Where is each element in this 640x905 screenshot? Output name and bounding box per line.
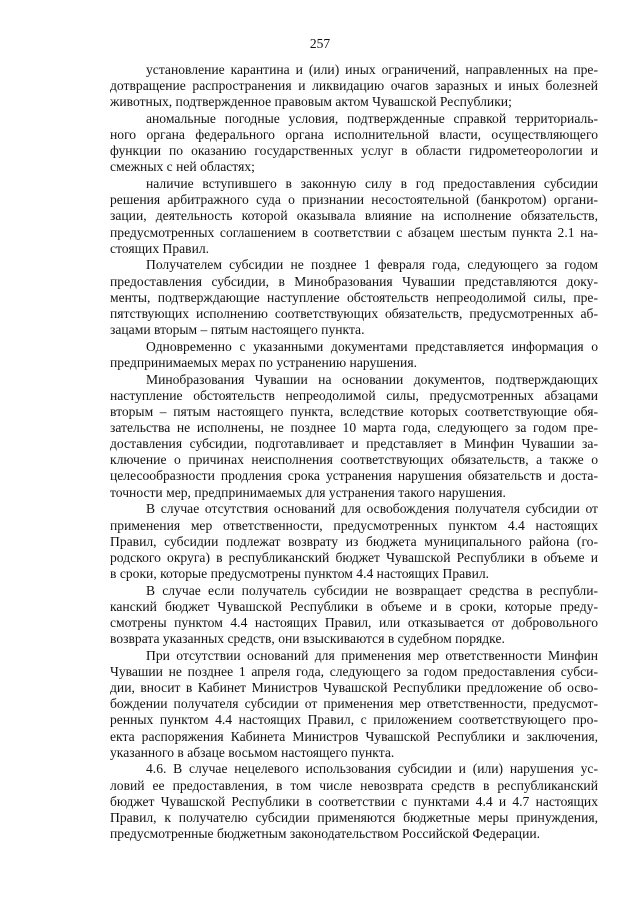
text-line: Получателем субсидии не позднее 1 февраля года, следующего за годом (146, 257, 598, 273)
paragraph (110, 372, 598, 501)
text-line: стоящих Правил. (110, 240, 210, 256)
paragraph (110, 257, 598, 338)
text-line: зацами вторым – пятым настоящего пункта. (110, 322, 365, 338)
text-line: целесообразности продления срока устранения нарушения обязательств и доста- (110, 468, 598, 484)
text-line: В случае отсутствия оснований для освобождения получателя субсидии от (146, 501, 598, 517)
text-line: бюджет Чувашской Республики в соответствии с пунктами 4.4 и 4.7 настоящих (110, 793, 598, 809)
text-line: аномальные погодные условия, подтвержденные справкой территориаль- (146, 111, 598, 127)
body-text (110, 62, 598, 843)
text-line: смотрены пунктом 4.4 настоящих Правил, или отказывается от добровольного (110, 614, 598, 630)
text-line: животных, подтвержденное правовым актом Чувашской Республики; (110, 94, 512, 110)
text-line: Чувашии не позднее 1 апреля года, следующего за годом предоставления субси- (110, 663, 598, 679)
text-line: ренных пунктом 4.4 настоящих Правил, с приложением соответствующего про- (110, 712, 598, 728)
text-line: ловий ее предоставления, в том числе невозврата средств в республиканский (110, 777, 598, 793)
text-line: Правил, субсидии подлежат возврату из бюджета муниципального района (го- (110, 533, 598, 549)
text-line: предоставления субсидии, в Минобразования Чувашии представляются доку- (110, 273, 598, 289)
text-line: смежных с ней областях; (110, 159, 255, 175)
text-line: в сроки, которые предусмотрены пунктом 4.4 настоящих Правил. (110, 565, 490, 581)
text-line: канский бюджет Чувашской Республики в объеме и в сроки, которые преду- (110, 598, 598, 614)
text-line: дотвращение распространения и ликвидацию очагов заразных и иных болезней (110, 78, 598, 94)
paragraph (110, 761, 598, 842)
paragraph (110, 62, 598, 110)
text-line: точности мер, предпринимаемых для устранения такого нарушения. (110, 484, 506, 500)
text-line: Правил, к получателю субсидии применяются бюджетные меры принуждения, (110, 809, 598, 825)
text-line: установление карантина и (или) иных ограничений, направленных на пре- (146, 62, 598, 77)
paragraph (110, 583, 598, 648)
text-line: зательства не исполнены, не позднее 10 марта года, следующего за годом пре- (110, 420, 598, 436)
text-line: функции по оказанию государственных услуг в области гидрометеорологии и (110, 143, 598, 159)
text-line: указанного в абзаце восьмом настоящего пункта. (110, 744, 395, 760)
text-line: применения мер ответственности, предусмотренных пунктом 4.4 настоящих (110, 517, 598, 533)
text-line: предпринимаемых мерах по устранению нарушения. (110, 354, 417, 370)
paragraph (110, 648, 598, 761)
text-line: менты, подтверждающие наступление обстоятельств непреодолимой силы, пре- (110, 289, 598, 305)
paragraph (110, 111, 598, 176)
text-line: При отсутствии оснований для применения мер ответственности Минфин (146, 647, 598, 663)
text-line: Минобразования Чувашии на основании документов, подтверждающих (146, 371, 598, 387)
text-line: В случае если получатель субсидии не возвращает средства в республи- (146, 582, 598, 598)
text-line: екта распоряжения Кабинета Министров Чувашской Республики и заключения, (110, 728, 598, 744)
paragraph (110, 339, 598, 371)
text-line: вторым – пятым настоящего пункта, вследствие которых соответствующие обя- (110, 403, 598, 419)
text-line: дии, вносит в Кабинет Министров Чувашской Республики предложение об осво- (110, 680, 598, 696)
text-line: наличие вступившего в законную силу в год предоставления субсидии (146, 176, 598, 192)
text-line: родского округа) в республиканский бюджет Чувашской Республики в объеме и (110, 549, 598, 565)
text-line: зации, деятельность которой оказывала влияние на исполнение обязательств, (110, 208, 598, 224)
text-line: решения арбитражного суда о признании несостоятельной (банкротом) органи- (110, 192, 598, 208)
page-number: 257 (309, 36, 331, 51)
text-line: ного органа федерального органа исполнительной власти, осуществляющего (110, 127, 598, 143)
text-line: доставления субсидии, подготавливает и представляет в Минфин Чувашии за- (110, 436, 598, 452)
text-line: возврата указанных средств, они взыскиваются в судебном порядке. (110, 631, 505, 647)
text-line: предусмотренных соглашением в соответствии с абзацем шестым пункта 2.1 на- (110, 224, 598, 240)
text-line: 4.6. В случае нецелевого использования субсидии и (или) нарушения ус- (146, 761, 598, 777)
text-line: Одновременно с указанными документами представляется информация о (146, 338, 598, 354)
text-line: бождении получателя субсидии от применения мер ответственности, предусмот- (110, 696, 598, 712)
paragraph (110, 501, 598, 582)
text-line: наступление обстоятельств непреодолимой силы, предусмотренных абзацами (110, 387, 598, 403)
text-line: предусмотренные бюджетным законодательством Российской Федерации. (110, 825, 541, 841)
paragraph (110, 176, 598, 257)
text-line: пятствующих исполнению соответствующих обязательств, предусмотренных аб- (110, 305, 598, 321)
text-line: ключение о причинах неисполнения соответствующих обязательств, а также о (110, 452, 598, 468)
